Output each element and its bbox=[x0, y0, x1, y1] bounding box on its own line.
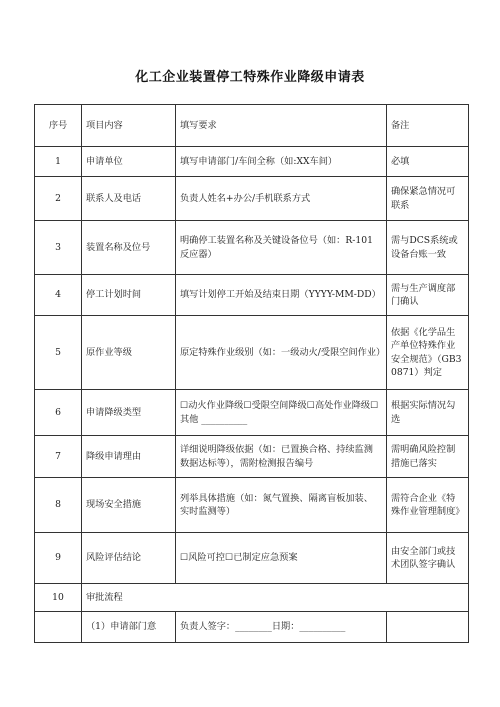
row-item: 现场安全措施 bbox=[82, 478, 176, 533]
row-number: 4 bbox=[35, 275, 82, 316]
row-requirement: 填写申请部门/车间全称（如:XX车间） bbox=[176, 147, 387, 177]
row-item: 停工计划时间 bbox=[82, 275, 176, 316]
row-number bbox=[35, 612, 82, 643]
row-item: 原作业等级 bbox=[82, 316, 176, 390]
row-number: 8 bbox=[35, 478, 82, 533]
header-item: 项目内容 bbox=[82, 105, 176, 147]
row-note: 依据《化学品生产单位特殊作业安全规范》（GB30871）判定 bbox=[387, 316, 469, 390]
row-note: 由安全部门或技术团队签字确认 bbox=[387, 533, 469, 584]
row-item: 风险评估结论 bbox=[82, 533, 176, 584]
table-row bbox=[35, 147, 469, 177]
table-row bbox=[35, 584, 469, 612]
table-row bbox=[35, 436, 469, 478]
row-requirement: 明确停工装置名称及关键设备位号（如：R-101反应器） bbox=[176, 221, 387, 275]
table-row bbox=[35, 316, 469, 390]
table-row bbox=[35, 221, 469, 275]
row-requirement: 填写计划停工开始及结束日期（YYYY-MM-DD） bbox=[176, 275, 387, 316]
row-note: 需与生产调度部门确认 bbox=[387, 275, 469, 316]
header-note: 备注 bbox=[387, 105, 469, 147]
row-note bbox=[387, 612, 469, 643]
row-number: 10 bbox=[35, 584, 82, 612]
header-requirement: 填写要求 bbox=[176, 105, 387, 147]
row-requirement: 原定特殊作业级别（如：一级动火/受限空间作业） bbox=[176, 316, 387, 390]
row-number: 7 bbox=[35, 436, 82, 478]
table-row bbox=[35, 390, 469, 436]
row-note: 确保紧急情况可联系 bbox=[387, 177, 469, 221]
table-row bbox=[35, 177, 469, 221]
row-item: 装置名称及位号 bbox=[82, 221, 176, 275]
row-item: 申请单位 bbox=[82, 147, 176, 177]
row-requirement: 详细说明降级依据（如：已置换合格、持续监测数据达标等），需附检测报告编号 bbox=[176, 436, 387, 478]
table-row bbox=[35, 612, 469, 643]
row-note: 需明确风险控制措施已落实 bbox=[387, 436, 469, 478]
form-title: 化工企业装置停工特殊作业降级申请表 bbox=[135, 70, 365, 85]
row-number: 9 bbox=[35, 533, 82, 584]
row-requirement: 负责人姓名+办公/手机联系方式 bbox=[176, 177, 387, 221]
row-note: 根据实际情况勾选 bbox=[387, 390, 469, 436]
row-number: 5 bbox=[35, 316, 82, 390]
row-note: 需与DCS系统或设备台账一致 bbox=[387, 221, 469, 275]
row-item: 审批流程 bbox=[82, 584, 469, 612]
row-note: 必填 bbox=[387, 147, 469, 177]
row-item: 联系人及电话 bbox=[82, 177, 176, 221]
row-note: 需符合企业《特殊作业管理制度》 bbox=[387, 478, 469, 533]
row-number: 3 bbox=[35, 221, 82, 275]
row-item: （1）申请部门意 bbox=[82, 612, 176, 643]
signature-field[interactable]: 负责人签字：________日期：__________ bbox=[176, 612, 387, 643]
row-item: 降级申请理由 bbox=[82, 436, 176, 478]
row-number: 1 bbox=[35, 147, 82, 177]
row-item: 申请降级类型 bbox=[82, 390, 176, 436]
table-row bbox=[35, 478, 469, 533]
row-number: 2 bbox=[35, 177, 82, 221]
table-row bbox=[35, 275, 469, 316]
table-row bbox=[35, 533, 469, 584]
row-number: 6 bbox=[35, 390, 82, 436]
header-no: 序号 bbox=[35, 105, 82, 147]
table-header-row bbox=[35, 105, 469, 147]
application-form-table bbox=[34, 104, 469, 643]
row-requirement: ☐风险可控☐已制定应急预案 bbox=[176, 533, 387, 584]
row-requirement: ☐动火作业降级☐受限空间降级☐高处作业降级☐其他 __________ bbox=[176, 390, 387, 436]
row-requirement: 列举具体措施（如：氮气置换、隔离盲板加装、实时监测等） bbox=[176, 478, 387, 533]
